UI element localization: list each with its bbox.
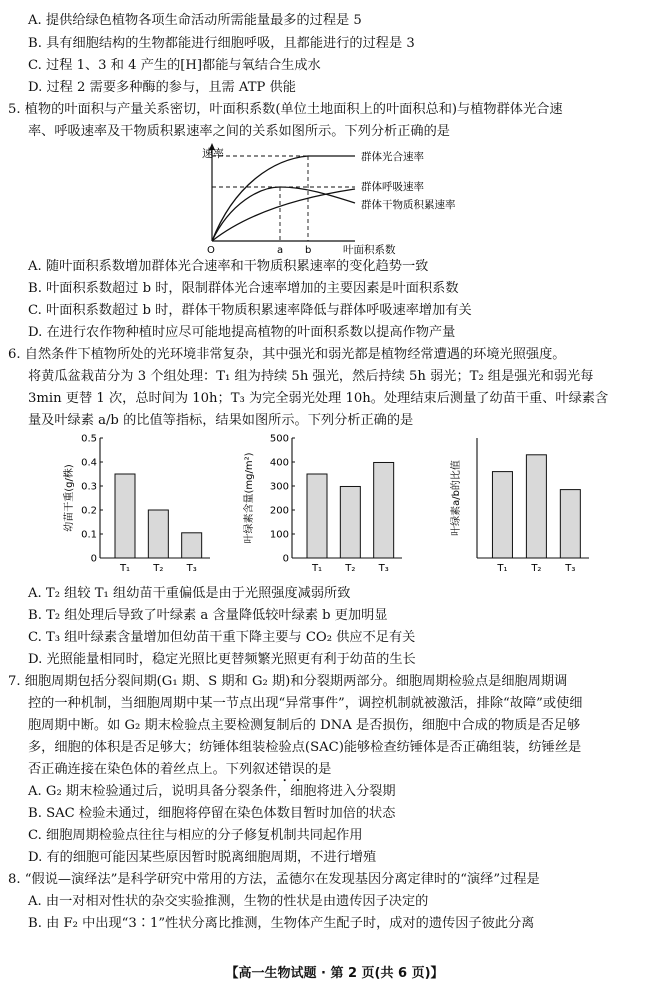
q7-stem-line1: 7. 细胞周期包括分裂间期(G₁ 期、S 期和 G₂ 期)和分裂期两部分。细胞周期检验点是细胞周期调	[8, 674, 568, 689]
q5-option-a: A. 随叶面积系数增加群体光合速率和干物质积累速率的变化趋势一致	[28, 259, 429, 274]
q4-option-a: A. 提供给绿色植物各项生命活动所需能量最多的过程是 5	[28, 13, 362, 28]
bar-T₃	[560, 490, 580, 558]
y-tick-label: 0.3	[81, 481, 97, 493]
tick-a-label: a	[277, 245, 284, 255]
q5-stem-line2: 率、呼吸速率及干物质积累速率之间的关系如图所示。下列分析正确的是	[28, 124, 450, 139]
bar-T₂	[340, 486, 360, 558]
q7-stem-line2: 控的一种机制，当细胞周期中某一节点出现“异常事件”，调控机制就被激活，排除“故障”或使细	[28, 696, 583, 711]
chlorophyll-content-bar-chart	[240, 430, 420, 582]
q8-option-b: B. 由 F₂ 中出现“3∶1”性状分离比推测，生物体产生配子时，成对的遗传因子彼此分离	[28, 916, 535, 931]
q6-option-c: C. T₃ 组叶绿素含量增加但幼苗干重下降主要与 CO₂ 供应不足有关	[28, 630, 416, 645]
y-tick-label: 0.5	[81, 433, 97, 445]
q4-option-d: D. 过程 2 需要多种酶的参与，且需 ATP 供能	[28, 80, 296, 95]
q6-option-d: D. 光照能量相同时，稳定光照比更替频繁光照更有利于幼苗的生长	[28, 652, 416, 667]
y-axis-label: 叶绿素含量(mg/m²)	[244, 452, 255, 544]
q6-stem-line2: 将黄瓜盆栽苗分为 3 个组处理：T₁ 组为持续 5h 强光，然后持续 5h 弱光；T₂ 组是强光和弱光每	[28, 369, 594, 384]
y-tick-label: 300	[269, 481, 289, 493]
category-label: T₁	[119, 563, 131, 574]
category-label: T₃	[378, 563, 389, 574]
page-footer: 【高一生物试题 · 第 2 页(共 6 页)】	[225, 966, 444, 981]
y-tick-label: 200	[269, 505, 289, 517]
q7-option-d: D. 有的细胞可能因某些原因暂时脱离细胞周期，不进行增殖	[28, 850, 377, 865]
y-tick-label: 0	[90, 553, 97, 565]
category-label: T₂	[345, 563, 356, 574]
q4-option-c: C. 过程 1、3 和 4 产生的[H]都能与氧结合生成水	[28, 58, 321, 73]
bar-T₃	[374, 462, 394, 558]
q6-stem-line3: 3min 更替 1 次，总时间为 10h；T₃ 为完全弱光处理 10h。处理结束后测量了幼苗干重、叶绿素含	[28, 391, 609, 406]
chlorophyll-ratio-bar-chart	[445, 430, 605, 582]
origin-label: O	[207, 245, 215, 255]
q6-stem-line1: 6. 自然条件下植物所处的光环境非常复杂，其中强光和弱光都是植物经常遭遇的环境光照强度。	[8, 347, 566, 362]
legend-dry-matter: 群体干物质积累速率	[361, 199, 456, 211]
dry-weight-bar-chart	[60, 430, 235, 582]
q5-option-b: B. 叶面积系数超过 b 时，限制群体光合速率增加的主要因素是叶面积系数	[28, 281, 459, 296]
q7-option-a: A. G₂ 期末检验通过后，说明具备分裂条件，细胞将进入分裂期	[28, 784, 396, 799]
q8-stem: 8. “假说—演绎法”是科学研究中常用的方法，孟德尔在发现基因分离定律时的“演绎”过程是	[8, 872, 540, 887]
tick-b-label: b	[305, 245, 312, 255]
curve-dry-matter	[212, 187, 355, 241]
category-label: T₁	[311, 563, 323, 574]
y-axis-label: 叶绿素a/b的比值	[451, 460, 462, 536]
q7-stem-line5	[28, 761, 331, 785]
q5-stem-line1: 5. 植物的叶面积与产量关系密切，叶面积系数(单位土地面积上的叶面积总和)与植物群体光合速	[8, 102, 563, 117]
q5-option-d: D. 在进行农作物种植时应尽可能地提高植物的叶面积系数以提高作物产量	[28, 325, 456, 340]
category-label: T₁	[497, 563, 508, 574]
curve-photosynthesis	[212, 156, 355, 241]
q7-stem-end: 的是	[304, 762, 332, 777]
xlabel: 叶面积系数	[343, 244, 396, 255]
y-tick-label: 100	[269, 529, 289, 541]
category-label: T₃	[186, 563, 197, 574]
q7-stem-text: 否正确连接在染色体的着丝点上。下列叙述	[28, 762, 279, 777]
bar-T₁	[492, 472, 512, 558]
q6-option-b: B. T₂ 组处理后导致了叶绿素 a 含量降低较叶绿素 b 更加明显	[28, 608, 388, 623]
q5-ylabel-char1: 速率	[202, 147, 224, 160]
q8-option-a: A. 由一对相对性状的杂交实验推测，生物的性状是由遗传因子决定的	[28, 894, 429, 909]
y-tick-label: 0.4	[81, 457, 97, 469]
q7-stem-line3: 胞周期中断。如 G₂ 期末检验点主要检测复制后的 DNA 是否损伤，细胞中合成的物质是否足够	[28, 718, 581, 733]
q7-option-b: B. SAC 检验未通过，细胞将停留在染色体数目暂时加倍的状态	[28, 806, 396, 821]
bar-T₁	[307, 474, 327, 558]
q6-stem-line4: 量及叶绿素 a/b 的比值等指标，结果如图所示。下列分析正确的是	[28, 413, 414, 428]
y-tick-label: 500	[269, 433, 289, 445]
legend-respiration: 群体呼吸速率	[361, 181, 424, 193]
y-tick-label: 0.1	[81, 529, 97, 541]
category-label: T₃	[565, 563, 576, 574]
q6-option-a: A. T₂ 组较 T₁ 组幼苗干重偏低是由于光照强度减弱所致	[28, 586, 351, 601]
category-label: T₂	[531, 563, 542, 574]
q7-stem-line4: 多，细胞的体积是否足够大；纺锤体组装检验点(SAC)能够检查纺锤体是否正确组装，纺锤丝是	[28, 740, 582, 755]
y-tick-label: 0	[282, 553, 289, 565]
bar-T₃	[182, 533, 202, 558]
legend-photosynthesis: 群体光合速率	[361, 151, 424, 163]
y-tick-label: 0.2	[81, 505, 97, 517]
q7-stem-emphasis: 错误	[278, 762, 305, 777]
bar-T₁	[115, 474, 135, 558]
y-tick-label: 400	[269, 457, 289, 469]
q5-figure	[195, 143, 495, 255]
bar-T₂	[526, 455, 546, 558]
q7-option-c: C. 细胞周期检验点往往与相应的分子修复机制共同起作用	[28, 828, 363, 843]
q5-option-c: C. 叶面积系数超过 b 时，群体干物质积累速率降低与群体呼吸速率增加有关	[28, 303, 472, 318]
category-label: T₂	[153, 563, 164, 574]
y-axis-label: 幼苗干重(g/株)	[64, 464, 75, 532]
bar-T₂	[148, 510, 168, 558]
q4-option-b: B. 具有细胞结构的生物都能进行细胞呼吸，且都能进行的过程是 3	[28, 36, 415, 51]
